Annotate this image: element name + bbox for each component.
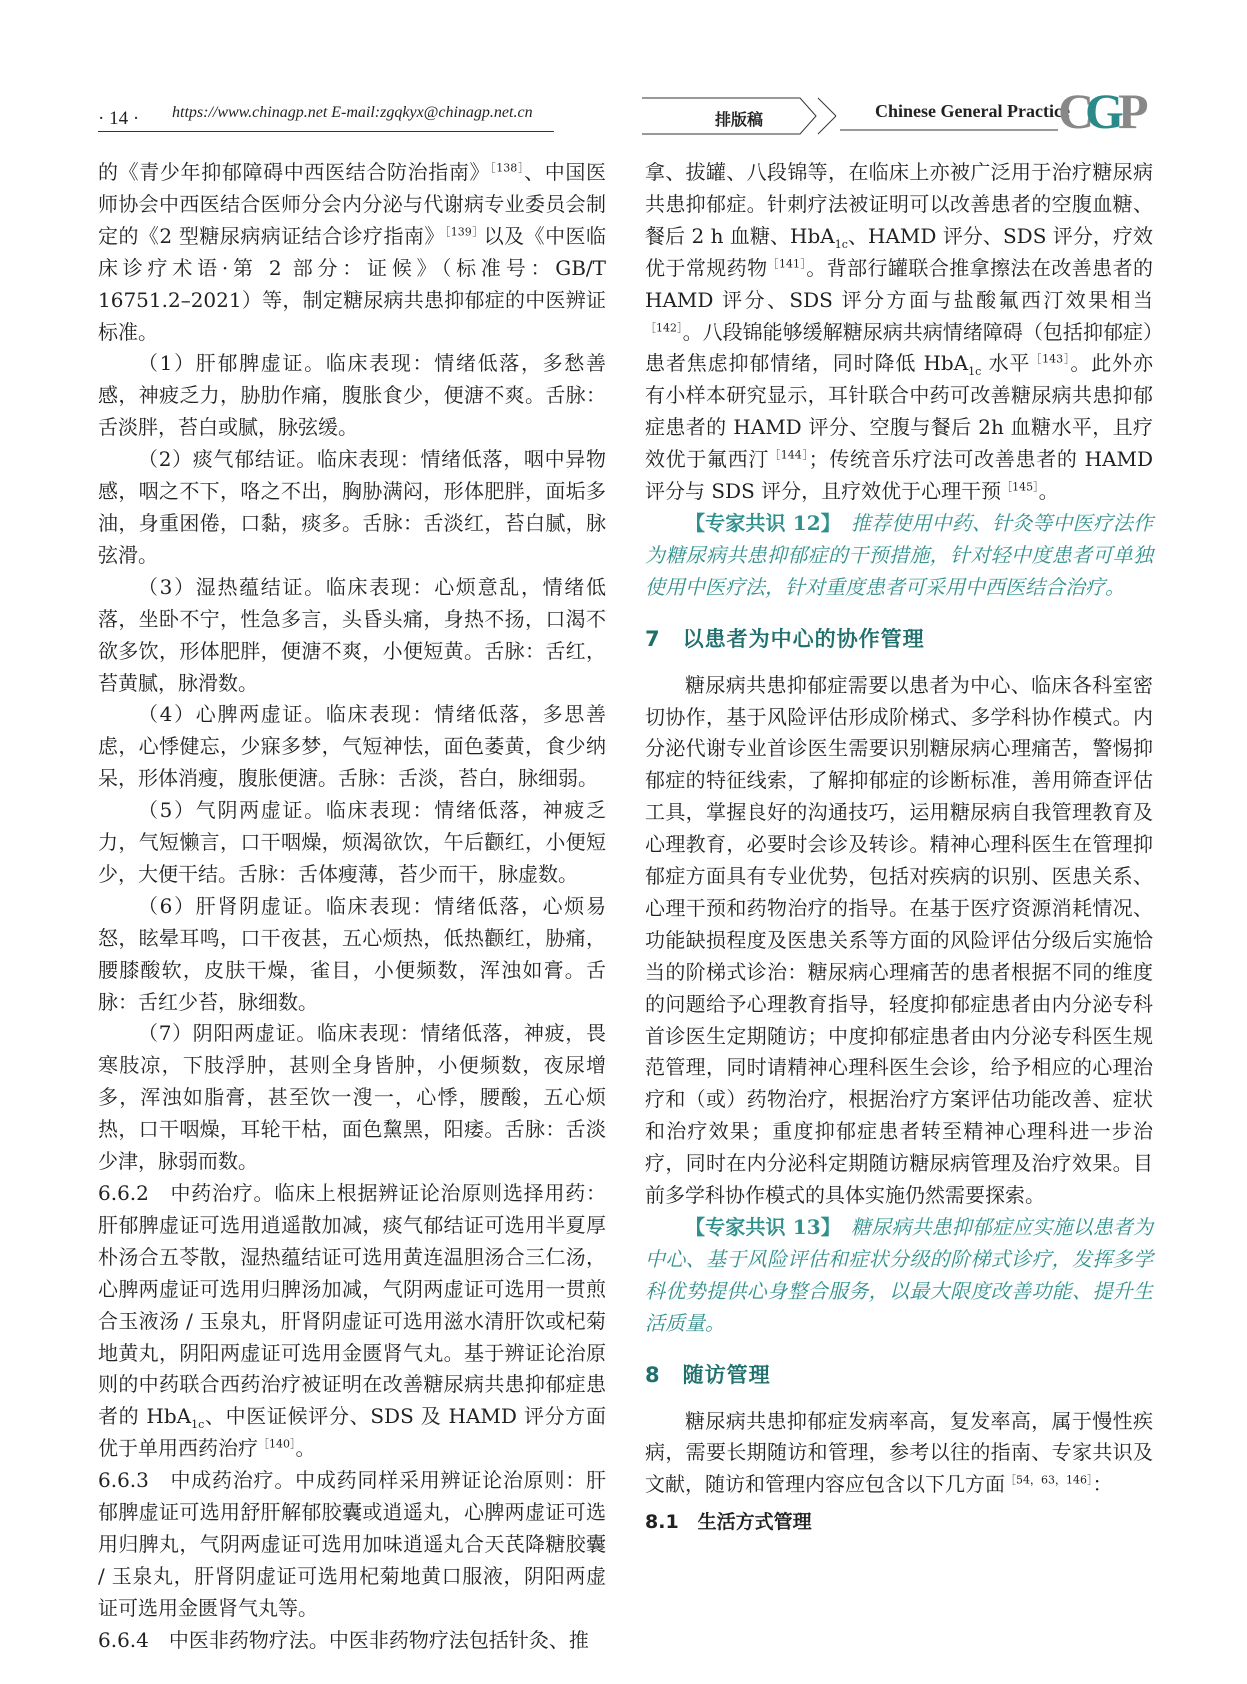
right-column [645,157,1153,1539]
journal-website: https://www.chinagp.net E-mail:zgqkyx@chinagp.net.cn [172,104,533,121]
expert-consensus-12: 【专家共识 12】 推荐使用中药、针灸等中医疗法作为糖尿病共患抑郁症的干预措施，针对轻中度患者可单独使用中医疗法，针对重度患者可采用中西医结合治疗。 [645,510,1154,599]
section-6-6-3: 6.6.3 中成药治疗。中成药同样采用辨证论治原则：肝郁脾虚证可选用舒肝解郁胶囊或逍遥丸，心脾两虚证可选用归脾丸，气阴两虚证可选用加味逍遥丸合天芪降糖胶囊 / 玉泉丸，肝肾阴虚证可选用杞菊地黄口服液，阴阳两虚证可选用金匮肾气丸等。 [98,1468,606,1620]
syndrome-4: （4）心脾两虚证。临床表现：情绪低落，多思善虑，心悸健忘，少寐多梦，气短神怯，面色萎黄，食少纳呆，形体消瘦，腹胀便溏。舌脉：舌淡，苔白，脉细弱。 [98,702,606,791]
expert-consensus-13: 【专家共识 13】 糖尿病共患抑郁症应实施以患者为中心、基于风险评估和症状分级的阶梯式诊疗，发挥多学科优势提供心身整合服务，以最大限度改善功能、提升生活质量。 [645,1215,1154,1335]
section-6-6-2: 6.6.2 中药治疗。临床上根据辨证论治原则选择用药：肝郁脾虚证可选用逍遥散加减，痰气郁结证可选用半夏厚朴汤合五苓散，湿热蕴结证可选用黄连温胆汤合三仁汤，心脾两虚证可选用归脾汤加减，气阴两虚证可选用一贯煎合玉液汤 / 玉泉丸，肝肾阴虚证可选用滋水清肝饮或杞菊地黄丸，阴阳两虚证可选用金匮肾气丸。基于辨证论治原则的中药联合西药治疗被证明在改善糖尿病共患抑郁症患者的 HbA$_{1c}$、中医证候评分、SDS 及 HAMD 评分方面优于单用西药治疗$^{[140]}$。 [98,1181,606,1461]
tcm-nondrug-paragraph: 拿、拔罐、八段锦等，在临床上亦被广泛用于治疗糖尿病共患抑郁症。针刺疗法被证明可以改善患者的空腹血糖、餐后 2 h 血糖、HbA$_{1c}$、HAMD 评分、SDS 评分，疗效优于常规药物$^{[141]}$。背部行罐联合推拿擦法在改善患者的 HAMD 评分、SDS 评分方面与盐酸氟西汀效果相当$^{[142]}$。八段锦能够缓解糖尿病共病情绪障碍（包括抑郁症）患者焦虑抑郁情绪，同时降低 HbA$_{1c}$ 水平$^{[143]}$。此外亦有小样本研究显示，耳针联合中药可改善糖尿病共患抑郁症患者的 HAMD 评分、空腹与餐后 2h 血糖水平，且疗效优于氟西汀$^{[144]}$；传统音乐疗法可改善患者的 HAMD 评分与 SDS 评分，且疗效优于心理干预$^{[145]}$。 [645,160,1154,504]
svg-text:P: P [1118,84,1149,134]
page-number: · 14 · [98,108,140,129]
syndrome-7: （7）阴阳两虚证。临床表现：情绪低落，神疲，畏寒肢凉，下肢浮肿，甚则全身皆肿，小便频数，夜尿增多，浑浊如脂膏，甚至饮一溲一，心悸，腰酸，五心烦热，口干咽燥，耳轮干枯，面色黧黑，阳痿。舌脉：舌淡少津，脉弱而数。 [98,1021,606,1174]
syndrome-5: （5）气阴两虚证。临床表现：情绪低落，神疲乏力，气短懒言，口干咽燥，烦渴欲饮，午后颧红，小便短少，大便干结。舌脉：舌体瘦薄，苔少而干，脉虚数。 [98,798,606,886]
svg-text:C: C [1058,84,1095,134]
page-header [0,0,1247,150]
section-7-heading: 7 以患者为中心的协作管理 [645,626,925,651]
journal-title: Chinese General Practice [875,101,1070,121]
section-8-heading: 8 随访管理 [645,1362,771,1387]
draft-tag: 排版稿 [715,110,764,129]
subsection-8-1-heading: 8.1 生活方式管理 [645,1511,812,1534]
left-column [98,157,606,1657]
intro-paragraph: 的《青少年抑郁障碍中西医结合防治指南》$^{[138]}$、中国医师协会中西医结合医师分会内分泌与代谢病专业委员会制定的《2 型糖尿病病证结合诊疗指南》$^{[139]}$以及《中医临床诊疗术语·第 2 部分：证候》（标准号：GB/T 16751.2–2021）等，制定糖尿病共患抑郁症的中医辨证标准。 [98,160,607,344]
syndrome-1: （1）肝郁脾虚证。临床表现：情绪低落，多愁善感，神疲乏力，胁肋作痛，腹胀食少，便溏不爽。舌脉：舌淡胖，苔白或腻，脉弦缓。 [98,351,606,440]
syndrome-6: （6）肝肾阴虚证。临床表现：情绪低落，心烦易怒，眩晕耳鸣，口干夜甚，五心烦热，低热颧红，胁痛，腰膝酸软，皮肤干燥，雀目，小便频数，浑浊如膏。舌脉：舌红少苔，脉细数。 [98,893,606,1014]
syndrome-2: （2）痰气郁结证。临床表现：情绪低落，咽中异物感，咽之不下，咯之不出，胸胁满闷，形体肥胖，面垢多油，身重困倦，口黏，痰多。舌脉：舌淡红，苔白腻，脉弦滑。 [98,447,606,567]
header-rule-left [98,131,554,132]
svg-text:G: G [1085,84,1124,134]
syndrome-3: （3）湿热蕴结证。临床表现：心烦意乱，情绪低落，坐卧不宁，性急多言，头昏头痛，身热不扬，口渴不欲多饮，形体肥胖，便溏不爽，小便短黄。舌脉：舌红，苔黄腻，脉滑数。 [98,574,606,695]
section-6-6-4: 6.6.4 中医非药物疗法。中医非药物疗法包括针灸、推 [98,1627,589,1652]
section-7-paragraph: 糖尿病共患抑郁症需要以患者为中心、临床各科室密切协作，基于风险评估形成阶梯式、多学科协作模式。内分泌代谢专业首诊医生需要识别糖尿病心理痛苦，警惕抑郁症的特征线索，了解抑郁症的诊断标准，善用筛查评估工具，掌握良好的沟通技巧，运用糖尿病自我管理教育及心理教育，必要时会诊及转诊。精神心理科医生在管理抑郁症方面具有专业优势，包括对疾病的识别、医患关系、心理干预和药物治疗的指导。在基于医疗资源消耗情况、功能缺损程度及医患关系等方面的风险评估分级后实施恰当的阶梯式诊治：糖尿病心理痛苦的患者根据不同的维度的问题给予心理教育指导，轻度抑郁症患者由内分泌专科首诊医生定期随访；中度抑郁症患者由内分泌专科医生规范管理，同时请精神心理科医生会诊，给予相应的心理治疗和（或）药物治疗，根据治疗方案评估功能改善、症状和治疗效果；重度抑郁症患者转至精神心理科进一步治疗，同时在内分泌科定期随访糖尿病管理及治疗效果。目前多学科协作模式的具体实施仍然需要探索。 [645,672,1153,1208]
cgp-logo-icon [1058,84,1153,134]
section-8-paragraph: 糖尿病共患抑郁症发病率高，复发率高，属于慢性疾病，需要长期随访和管理，参考以往的指南、专家共识及文献，随访和管理内容应包含以下几方面$^{[54,63,146]}$： [645,1408,1153,1497]
